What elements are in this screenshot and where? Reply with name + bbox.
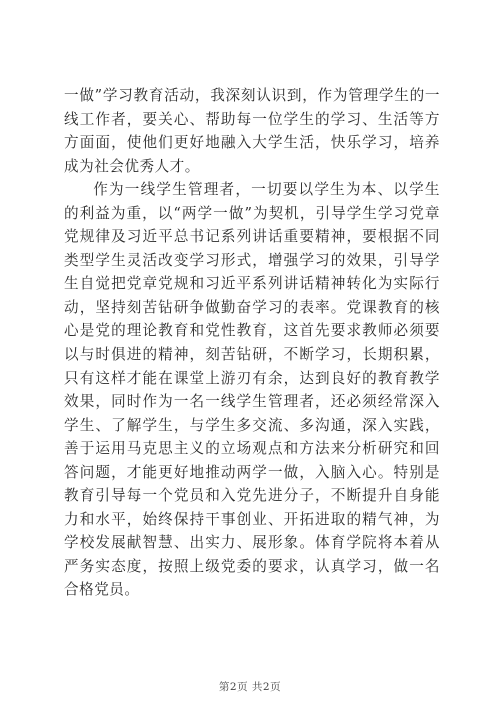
document-body [64, 84, 440, 602]
paragraph-main: 作为一线学生管理者，一切要以学生为本、以学生的利益为重，以“两学一做”为契机，引导学生学习党章党规律及习近平总书记系列讲话重要精神，要根据不同类型学生灵活改变学习形式，增强学习的效果，引导学生自觉把党章党规和习近平系列讲话精神转化为实际行动，坚持刻苦钻研争做勤奋学习的表率。党课教育的核心是党的理论教育和党性教育，这首先要求教师必须要以与时俱进的精神，刻苦钻研，不断学习，长期积累，只有这样才能在课堂上游刃有余，达到良好的教育教学效果，同时作为一名一线学生管理者，还必须经常深入学生、了解学生，与学生多交流、多沟通，深入实践，善于运用马克思主义的立场观点和方法来分析研究和回答问题，才能更好地推动两学一做，入脑入心。特别是教育引导每一个党员和入党先进分子，不断提升自身能力和水平，始终保持干事创业、开拓进取的精气神，为学校发展献智慧、出实力、展形象。体育学院将本着从严务实态度，按照上级党委的要求，认真学习，做一名合格党员。 [64, 181, 440, 599]
page-footer: 第2页 共2页 [218, 681, 282, 693]
paragraph-continuation: 一做”学习教育活动，我深刻认识到，作为管理学生的一线工作者，要关心、帮助每一位学生的学习、生活等方方面面，使他们更好地融入大学生活，快乐学习，培养成为社会优秀人才。 [64, 87, 440, 175]
